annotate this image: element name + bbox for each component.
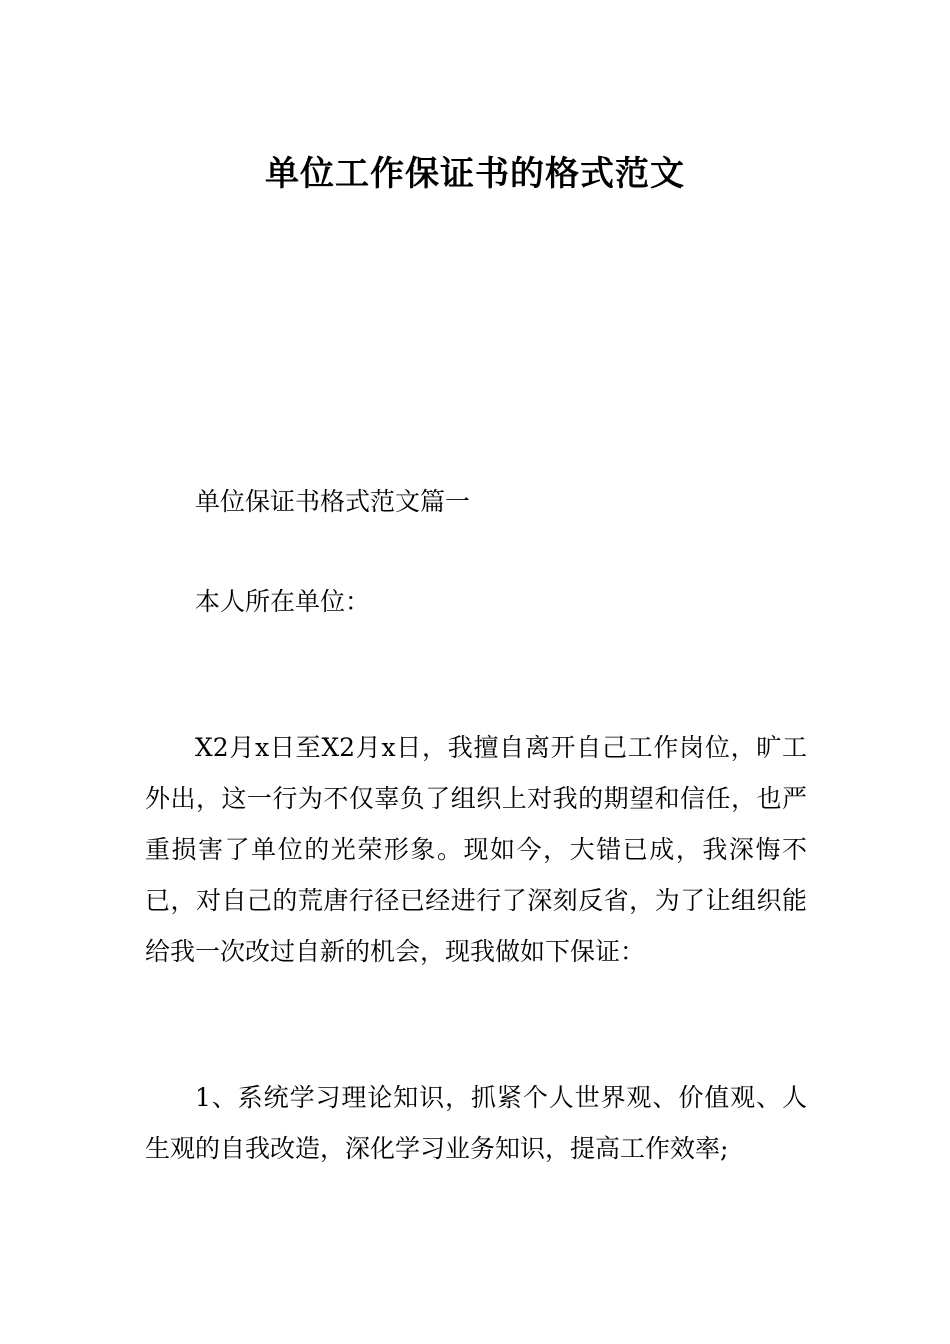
pledge-item-paragraph: 1、系统学习理论知识，抓紧个人世界观、价值观、人生观的自我改造，深化学习业务知识，提高工作效率; <box>145 1083 807 1163</box>
body-paragraph: X2月x日至X2月x日，我擅自离开自己工作岗位，旷工外出，这一行为不仅辜负了组织上对我的期望和信任，也严重损害了单位的光荣形象。现如今，大错已成，我深悔不已，对自己的荒唐行径已经进行了深刻反省，为了让组织能给我一次改过自新的机会，现我做如下保证： <box>145 733 807 966</box>
section-heading: 单位保证书格式范文篇一 <box>195 487 471 516</box>
salutation-paragraph: 本人所在单位： <box>195 587 371 616</box>
document-title: 单位工作保证书的格式范文 <box>265 153 685 194</box>
